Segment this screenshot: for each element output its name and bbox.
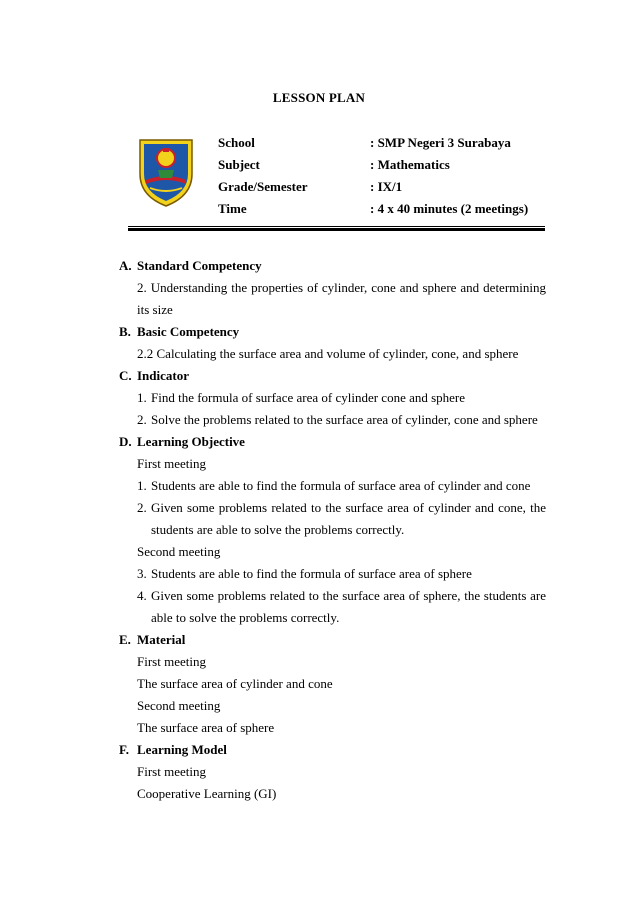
section-heading-indicator: C. Indicator [119,368,189,383]
material-text: First meeting [137,654,206,669]
info-value: : SMP Negeri 3 Surabaya [370,135,511,150]
section-heading-basic-competency: B. Basic Competency [119,324,240,339]
info-label: School [218,135,255,150]
list-item: 1. Students are able to find the formula of surface area of cylinder and cone [137,478,531,493]
meeting-label: Second meeting [137,544,221,559]
basic-competency-text: 2.2 Calculating the surface area and volume of cylinder, cone, and sphere [137,346,519,361]
section-heading-standard-competency: A. Standard Competency [119,258,262,273]
document-title: LESSON PLAN [272,90,366,105]
info-value: : Mathematics [370,157,450,172]
section-heading-material: E. Material [119,632,186,647]
school-crest-icon [136,134,196,208]
info-table [218,132,548,220]
info-row-time [218,198,548,220]
material-text: The surface area of sphere [137,720,275,735]
info-label: Time [218,201,247,216]
info-label: Subject [218,157,260,172]
list-item: 1. Find the formula of surface area of cylinder cone and sphere [137,390,466,405]
info-row-school [218,132,548,154]
header-divider-thick [128,228,545,231]
material-text: Second meeting [137,698,221,713]
info-row-subject [218,154,548,176]
list-item: 2. Given some problems related to the surface area of cylinder and cone, the [137,500,546,515]
list-item: 3. Students are able to find the formula of surface area of sphere [137,566,472,581]
list-item-cont: able to solve the problems correctly. [151,610,340,625]
header-divider-thin [128,226,545,227]
meeting-label: First meeting [137,456,206,471]
section-heading-learning-objective: D. Learning Objective [119,434,245,449]
learning-model-text: Cooperative Learning (GI) [137,786,277,801]
material-text: The surface area of cylinder and cone [137,676,333,691]
info-value: : IX/1 [370,179,403,194]
section-heading-learning-model: F. Learning Model [119,742,227,757]
standard-competency-text-cont: its size [137,302,173,317]
list-item: 4. Given some problems related to the surface area of sphere, the students are [137,588,546,603]
learning-model-text: First meeting [137,764,206,779]
info-label: Grade/Semester [218,179,308,194]
standard-competency-text: 2. Understanding the properties of cylinder, cone and sphere and determining [137,280,546,295]
info-row-grade [218,176,548,198]
list-item-cont: students are able to solve the problems correctly. [151,522,405,537]
info-value: : 4 x 40 minutes (2 meetings) [370,201,529,216]
list-item: 2. Solve the problems related to the surface area of cylinder, cone and sphere [137,412,538,427]
